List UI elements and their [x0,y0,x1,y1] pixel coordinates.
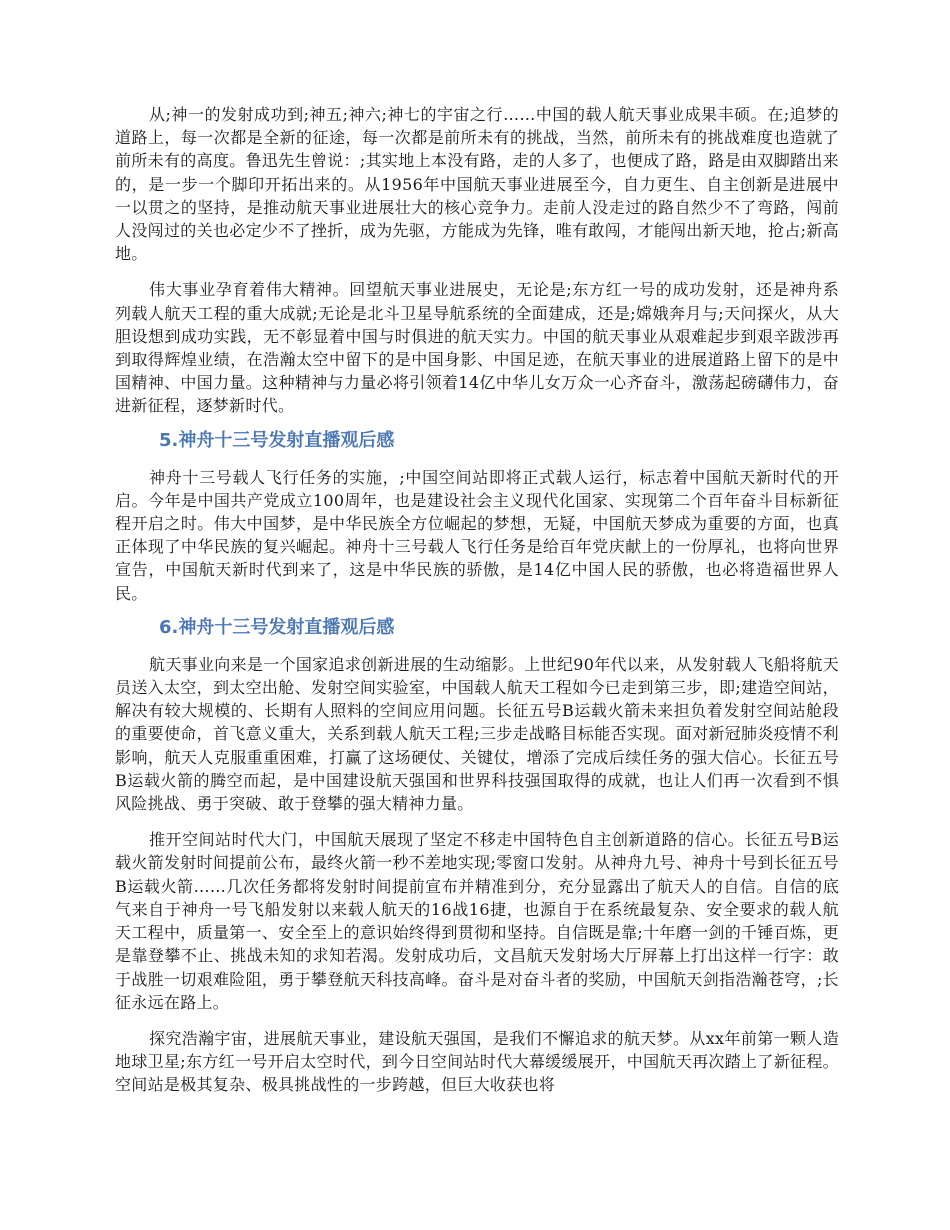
paragraph: 探究浩瀚宇宙，进展航天事业，建设航天强国，是我们不懈追求的航天梦。从xx年前第一颗人造地球卫星;东方红一号开启太空时代，到今日空间站时代大幕缓缓展开，中国航天再次踏上了新征程。空间站是极其复杂、极具挑战性的一步跨越，但巨大收获也将 [115,1028,839,1095]
paragraph: 从;神一的发射成功到;神五;神六;神七的宇宙之行……中国的载人航天事业成果丰硕。在;追梦的道路上，每一次都是全新的征途，每一次都是前所未有的挑战，当然，前所未有的挑战难度也造就了前所未有的高度。鲁迅先生曾说：;其实地上本没有路，走的人多了，也便成了路，路是由双脚踏出来的，是一步一个脚印开拓出来的。从1956年中国航天事业进展至今，自力更生、自主创新是进展中一以贯之的坚持，是推动航天事业进展壮大的核心竞争力。走前人没走过的路自然少不了弯路，闯前人没闯过的关也必定少不了挫折，成为先驱，方能成为先锋，唯有敢闯，才能闯出新天地，抢占;新高地。 [115,105,839,264]
section-heading: 6.神舟十三号发射直播观后感 [159,616,395,638]
paragraph: 航天事业向来是一个国家追求创新进展的生动缩影。上世纪90年代以来，从发射载人飞船将航天员送入太空，到太空出舱、发射空间实验室，中国载人航天工程如今已走到第三步，即;建造空间站，解决有较大规模的、长期有人照料的空间应用问题。长征五号B运载火箭未来担负着发射空间站舱段的重要使命，首飞意义重大，关系到载人航天工程;三步走战略目标能否实现。面对新冠肺炎疫情不利影响，航天人克服重重困难，打赢了这场硬仗、关键仗，增添了完成后续任务的强大信心。长征五号B运载火箭的腾空而起，是中国建设航天强国和世界科技强国取得的成就，也让人们再一次看到不惧风险挑战、勇于突破、敢于登攀的强大精神力量。 [115,654,839,814]
paragraph: 推开空间站时代大门，中国航天展现了坚定不移走中国特色自主创新道路的信心。长征五号B运载火箭发射时间提前公布，最终火箭一秒不差地实现;零窗口发射。从神舟九号、神舟十号到长征五号B运载火箭……几次任务都将发射时间提前宣布并精准到分，充分显露出了航天人的自信。自信的底气来自于神舟一号飞船发射以来载人航天的16战16捷，也源自于在系统最复杂、安全要求的载人航天工程中，质量第一、安全至上的意识始终得到贯彻和坚持。自信既是靠;十年磨一剑的千锤百炼，更是靠登攀不止、挑战未知的求知若渴。发射成功后，文昌航天发射场大厅屏幕上打出这样一行字：敢于战胜一切艰难险阻，勇于攀登航天科技高峰。奋斗是对奋斗者的奖励，中国航天剑指浩瀚苍穹，;长征永远在路上。 [115,830,839,1012]
section-heading: 5.神舟十三号发射直播观后感 [159,429,395,451]
paragraph: 伟大事业孕育着伟大精神。回望航天事业进展史，无论是;东方红一号的成功发射，还是神舟系列载人航天工程的重大成就;无论是北斗卫星导航系统的全面建成，还是;嫦娥奔月与;天问探火，从大胆设想到成功实践，无不彰显着中国与时俱进的航天实力。中国的航天事业从艰难起步到艰辛跋涉再到取得辉煌业绩，在浩瀚太空中留下的是中国身影、中国足迹，在航天事业的进展道路上留下的是中国精神、中国力量。这种精神与力量必将引领着14亿中华儿女万众一心齐奋斗，激荡起磅礴伟力，奋进新征程，逐梦新时代。 [115,280,839,416]
paragraph: 神舟十三号载人飞行任务的实施，;中国空间站即将正式载人运行，标志着中国航天新时代的开启。今年是中国共产党成立100周年，也是建设社会主义现代化国家、实现第二个百年奋斗目标新征程开启之时。伟大中国梦，是中华民族全方位崛起的梦想，无疑，中国航天梦成为重要的方面，也真正体现了中华民族的复兴崛起。神舟十三号载人飞行任务是给百年党庆献上的一份厚礼，也将向世界宣告，中国航天新时代到来了，这是中华民族的骄傲，是14亿中国人民的骄傲，也必将造福世界人民。 [115,467,839,603]
document-page [115,103,839,1097]
